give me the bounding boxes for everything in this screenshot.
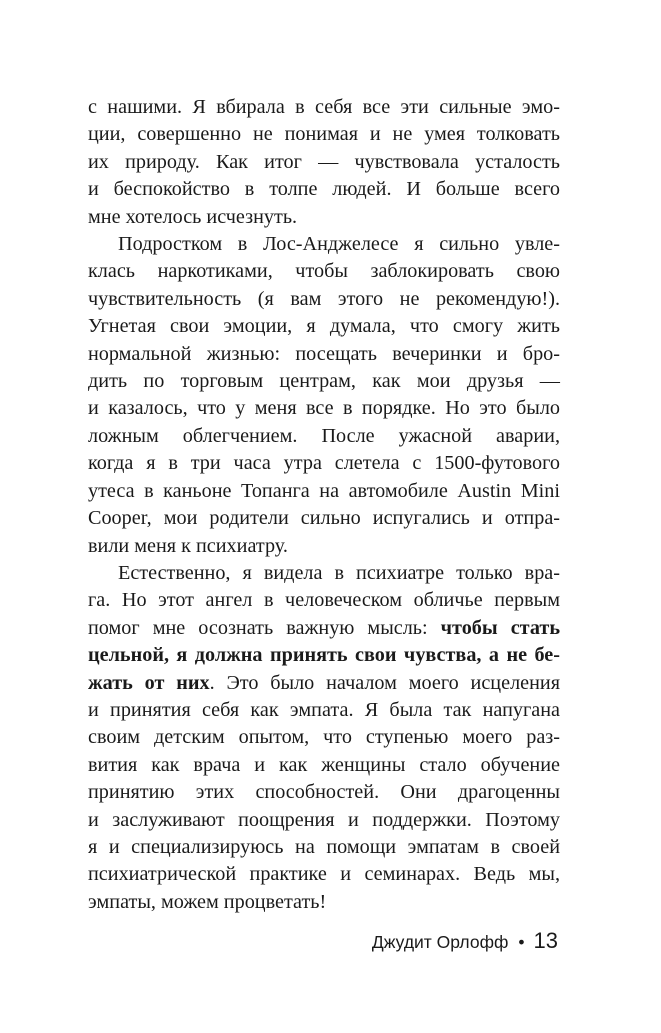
text-line: вития как врача и как женщины стало обучение (88, 753, 560, 776)
footer-bullet: • (518, 932, 525, 952)
page-footer (372, 928, 558, 954)
text-line: нормальной жизнью: посещать вечеринки и бро- (88, 342, 560, 365)
bold-emphasis: жать от них (88, 671, 210, 694)
text-line: утеса в каньоне Топанга на автомобиле Austin Mini (88, 479, 560, 502)
text-line: Cooper, мои родители сильно испугались и отпра- (88, 507, 560, 530)
text-line: чувствительность (я вам этого не рекомендую!). (88, 287, 560, 310)
bold-emphasis: цельной, я должна принять свои чувства, а не бе- (88, 644, 560, 667)
running-author: Джудит Орлофф (371, 932, 509, 952)
text-line: вили меня к психиатру. (88, 534, 288, 557)
text-line: и принятия себя как эмпата. Я была так напугана (88, 698, 560, 721)
text-line: принятию этих способностей. Они драгоценны (88, 781, 560, 804)
text-line: и заслуживают поощрения и поддержки. Поэтому (88, 808, 560, 831)
text-line: и беспокойство в толпе людей. И больше всего (88, 178, 560, 201)
text-line: с нашими. Я вбирала в себя все эти сильные эмо- (88, 96, 560, 118)
body-text (88, 94, 560, 916)
text-line: га. Но этот ангел в человеческом обличье первым (88, 589, 560, 612)
page-number: 13 (533, 928, 558, 953)
text-line: ции, совершенно не понимая и не умея толковать (88, 123, 560, 146)
text-line: своим детским опытом, что ступенью моего раз- (88, 726, 560, 749)
bold-emphasis: чтобы стать (440, 616, 560, 639)
text-segment: . Это было началом моего исцеления (209, 671, 560, 694)
text-line (88, 642, 560, 669)
text-line: эмпаты, можем процветать! (88, 890, 327, 913)
paragraph-start-line: Подростком в Лос-Анджелесе я сильно увле- (118, 233, 560, 256)
text-line (88, 615, 560, 642)
text-line: дить по торговым центрам, как мои друзья — (88, 370, 560, 393)
text-line: ложным облегчением. После ужасной аварии, (88, 424, 560, 447)
text-line: мне хотелось исчезнуть. (88, 205, 298, 228)
text-line: Угнетая свои эмоции, я думала, что смогу жить (88, 315, 560, 338)
paragraph-start-line: Естественно, я видела в психиатре только вра- (118, 561, 560, 584)
text-line: когда я в три часа утра слетела с 1500-футового (88, 452, 560, 475)
text-line: и казалось, что у меня все в порядке. Но это было (88, 397, 560, 420)
text-line: я и специализируюсь на помощи эмпатам в своей (88, 835, 560, 858)
text-segment: помог мне осознать важную мысль: (88, 616, 441, 639)
text-line: психиатрической практике и семинарах. Ведь мы, (88, 863, 560, 886)
text-line: их природу. Как итог — чувствовала усталость (88, 150, 560, 173)
text-line: клась наркотиками, чтобы заблокировать свою (88, 260, 560, 283)
text-line (88, 670, 560, 697)
